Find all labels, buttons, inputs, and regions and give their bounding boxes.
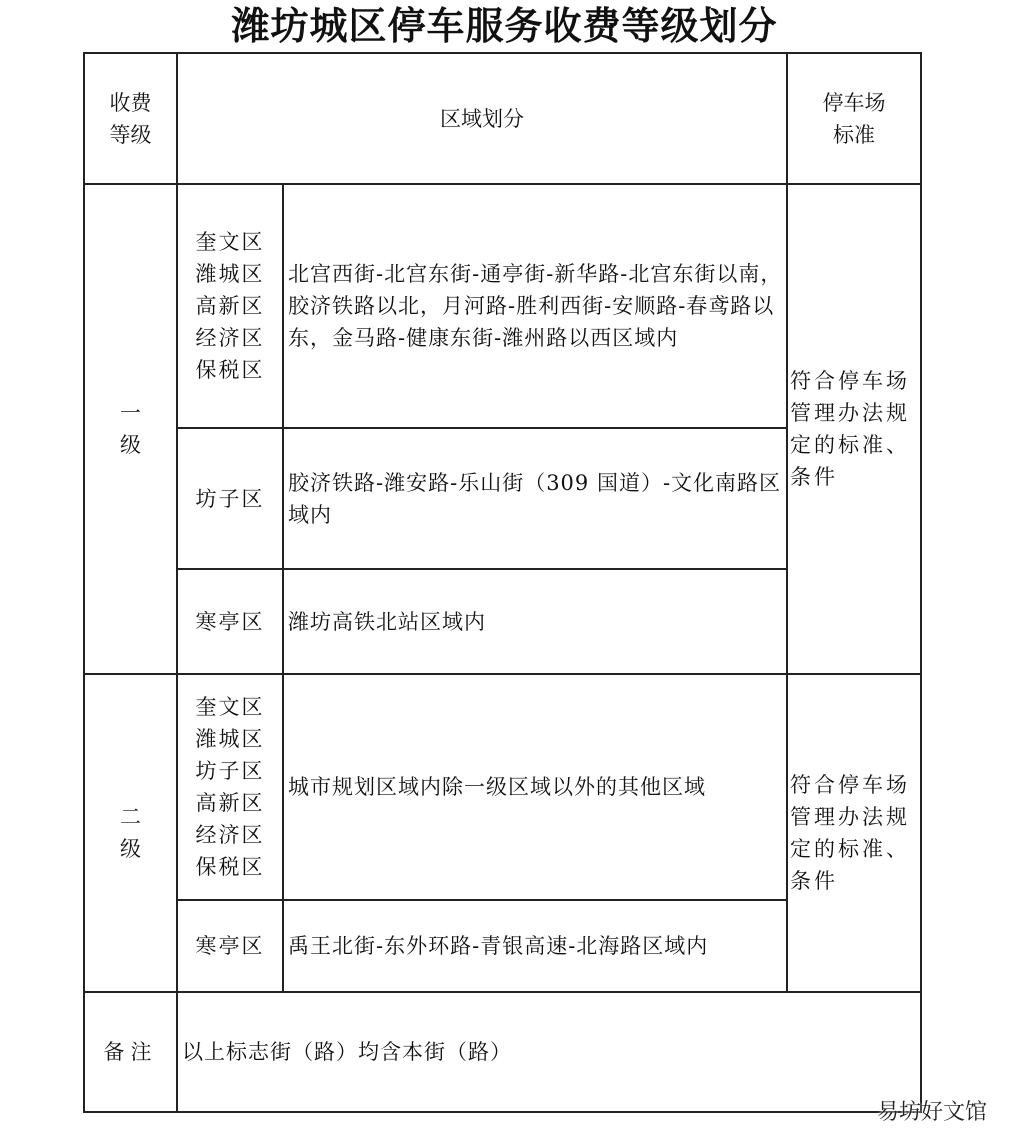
level2-label-line2: 级 [120, 837, 141, 861]
header-row [84, 53, 921, 184]
fee-level-table [83, 52, 922, 1113]
district-name: 奎文区 [195, 695, 265, 719]
level2-label-line1: 二 [120, 805, 141, 829]
note-text: 以上标志街（路）均含本街（路） [177, 992, 921, 1112]
district-name: 保税区 [195, 855, 265, 879]
district-name: 寒亭区 [195, 609, 265, 634]
district-name: 坊子区 [195, 759, 265, 783]
district-name: 高新区 [195, 294, 265, 318]
level1-districts-2 [177, 428, 283, 569]
page-title: 潍坊城区停车服务收费等级划分 [231, 4, 778, 48]
level2-label-cell [84, 674, 177, 992]
district-name: 寒亭区 [195, 934, 265, 958]
level1-districts-1 [177, 184, 283, 428]
level2-row-1 [84, 674, 921, 900]
header-level-line2: 等级 [109, 122, 152, 147]
watermark-text: 易坊好文馆 [876, 1100, 987, 1125]
district-name: 经济区 [195, 326, 265, 350]
level1-row-1 [84, 184, 921, 428]
level1-standard-cell: 符合停车场管理办法规定的标准、条件 [787, 184, 921, 674]
level2-standard-cell: 符合停车场管理办法规定的标准、条件 [787, 674, 921, 992]
level1-area-1: 北宫西街-北宫东街-通亭街-新华路-北宫东街以南，胶济铁路以北，月河路-胜利西街-安顺路-春鸢路以东，金马路-健康东街-潍州路以西区域内 [283, 184, 787, 428]
note-label: 备注 [84, 992, 177, 1112]
level2-area-1: 城市规划区域内除一级区域以外的其他区域 [283, 674, 787, 900]
district-name: 坊子区 [195, 486, 265, 511]
level1-area-2: 胶济铁路-潍安路-乐山街（309 国道）-文化南路区域内 [283, 428, 787, 569]
header-level-cell [84, 53, 177, 184]
level1-label-line1: 一 [120, 401, 141, 425]
level2-area-2: 禹王北街-东外环路-青银高速-北海路区域内 [283, 900, 787, 992]
level1-label-cell [84, 184, 177, 674]
note-row [84, 992, 921, 1112]
district-name: 高新区 [195, 791, 265, 815]
level2-districts-2 [177, 900, 283, 992]
level1-area-3: 潍坊高铁北站区域内 [283, 569, 787, 674]
level1-label-line2: 级 [120, 433, 141, 457]
district-name: 保税区 [195, 358, 265, 382]
district-name: 经济区 [195, 823, 265, 847]
header-standard-line1: 停车场 [822, 90, 886, 115]
level2-districts-1 [177, 674, 283, 900]
district-name: 奎文区 [195, 230, 265, 254]
header-standard-cell [787, 53, 921, 184]
level1-districts-3 [177, 569, 283, 674]
header-standard-line2: 标准 [833, 122, 875, 147]
header-level-line1: 收费 [109, 90, 152, 115]
header-region-cell: 区域划分 [177, 53, 787, 184]
district-name: 潍城区 [195, 262, 265, 286]
district-name: 潍城区 [195, 727, 265, 751]
